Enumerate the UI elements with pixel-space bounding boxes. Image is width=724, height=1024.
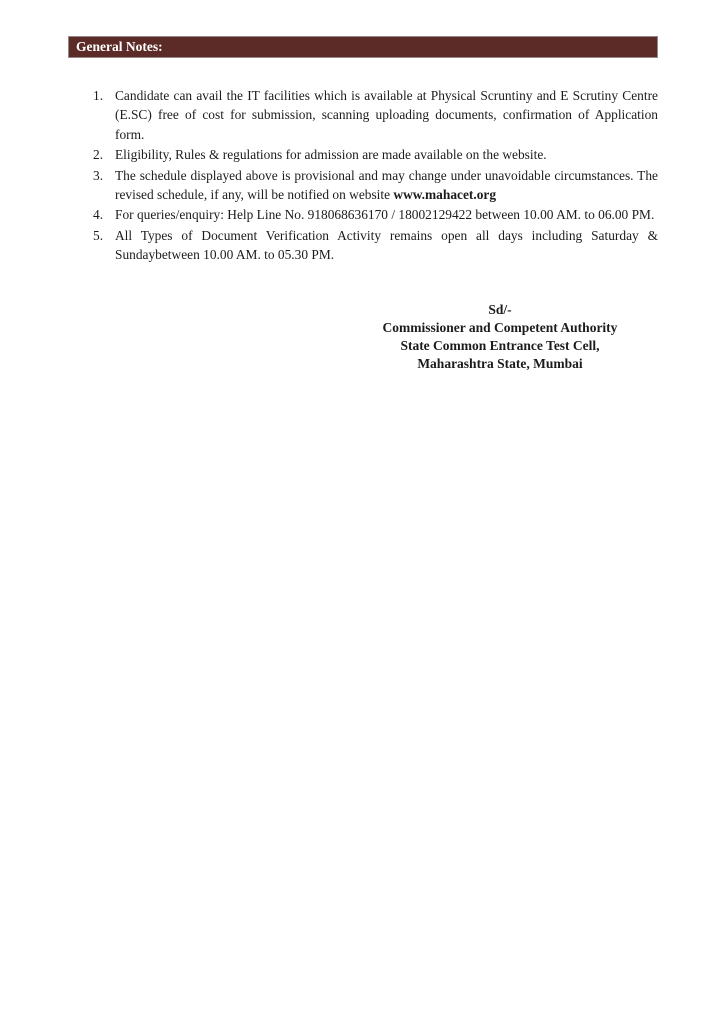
- note-number: 4.: [93, 207, 104, 223]
- note-item: [93, 205, 658, 224]
- signature-cell-line: State Common Entrance Test Cell,: [400, 338, 600, 353]
- note-text: Eligibility, Rules & regulations for admission are made available on the website.: [115, 147, 547, 163]
- general-notes-list: [93, 86, 658, 266]
- note-text: Candidate can avail the IT facilities which is available at Physical Scruntiny and E Scrutiny Centre (E.SC) free of cost for submission, scanning uploading documents, confirmation of Application form.: [115, 88, 658, 142]
- note-text: The schedule displayed above is provisional and may change under unavoidable circumstances. The revised schedule, if any, will be notified on website www.mahacet.org: [115, 167, 658, 203]
- note-number: 1.: [93, 88, 104, 103]
- signature-state-line: Maharashtra State, Mumbai: [417, 356, 583, 371]
- signature-authority-line: Commissioner and Competent Authority: [382, 320, 618, 335]
- note-item: [93, 226, 658, 265]
- banner-title: General Notes:: [76, 39, 163, 54]
- signature-sd-line: Sd/-: [488, 302, 512, 317]
- general-notes-banner: [68, 36, 658, 58]
- website-url-text: www.mahacet.org: [393, 187, 497, 203]
- note-item: [93, 145, 658, 164]
- signature-block: [368, 301, 632, 373]
- note-number: 5.: [93, 227, 104, 243]
- note-item: [93, 86, 658, 144]
- note-text: All Types of Document Verification Activity remains open all days including Saturday & Sundaybetween 10.00 AM. to 05.30 PM.: [115, 227, 658, 263]
- note-item: [93, 166, 658, 205]
- note-number: 3.: [93, 167, 104, 183]
- note-text: For queries/enquiry: Help Line No. 918068636170 / 18002129422 between 10.00 AM. to 06.00 PM.: [115, 207, 655, 223]
- note-number: 2.: [93, 147, 104, 163]
